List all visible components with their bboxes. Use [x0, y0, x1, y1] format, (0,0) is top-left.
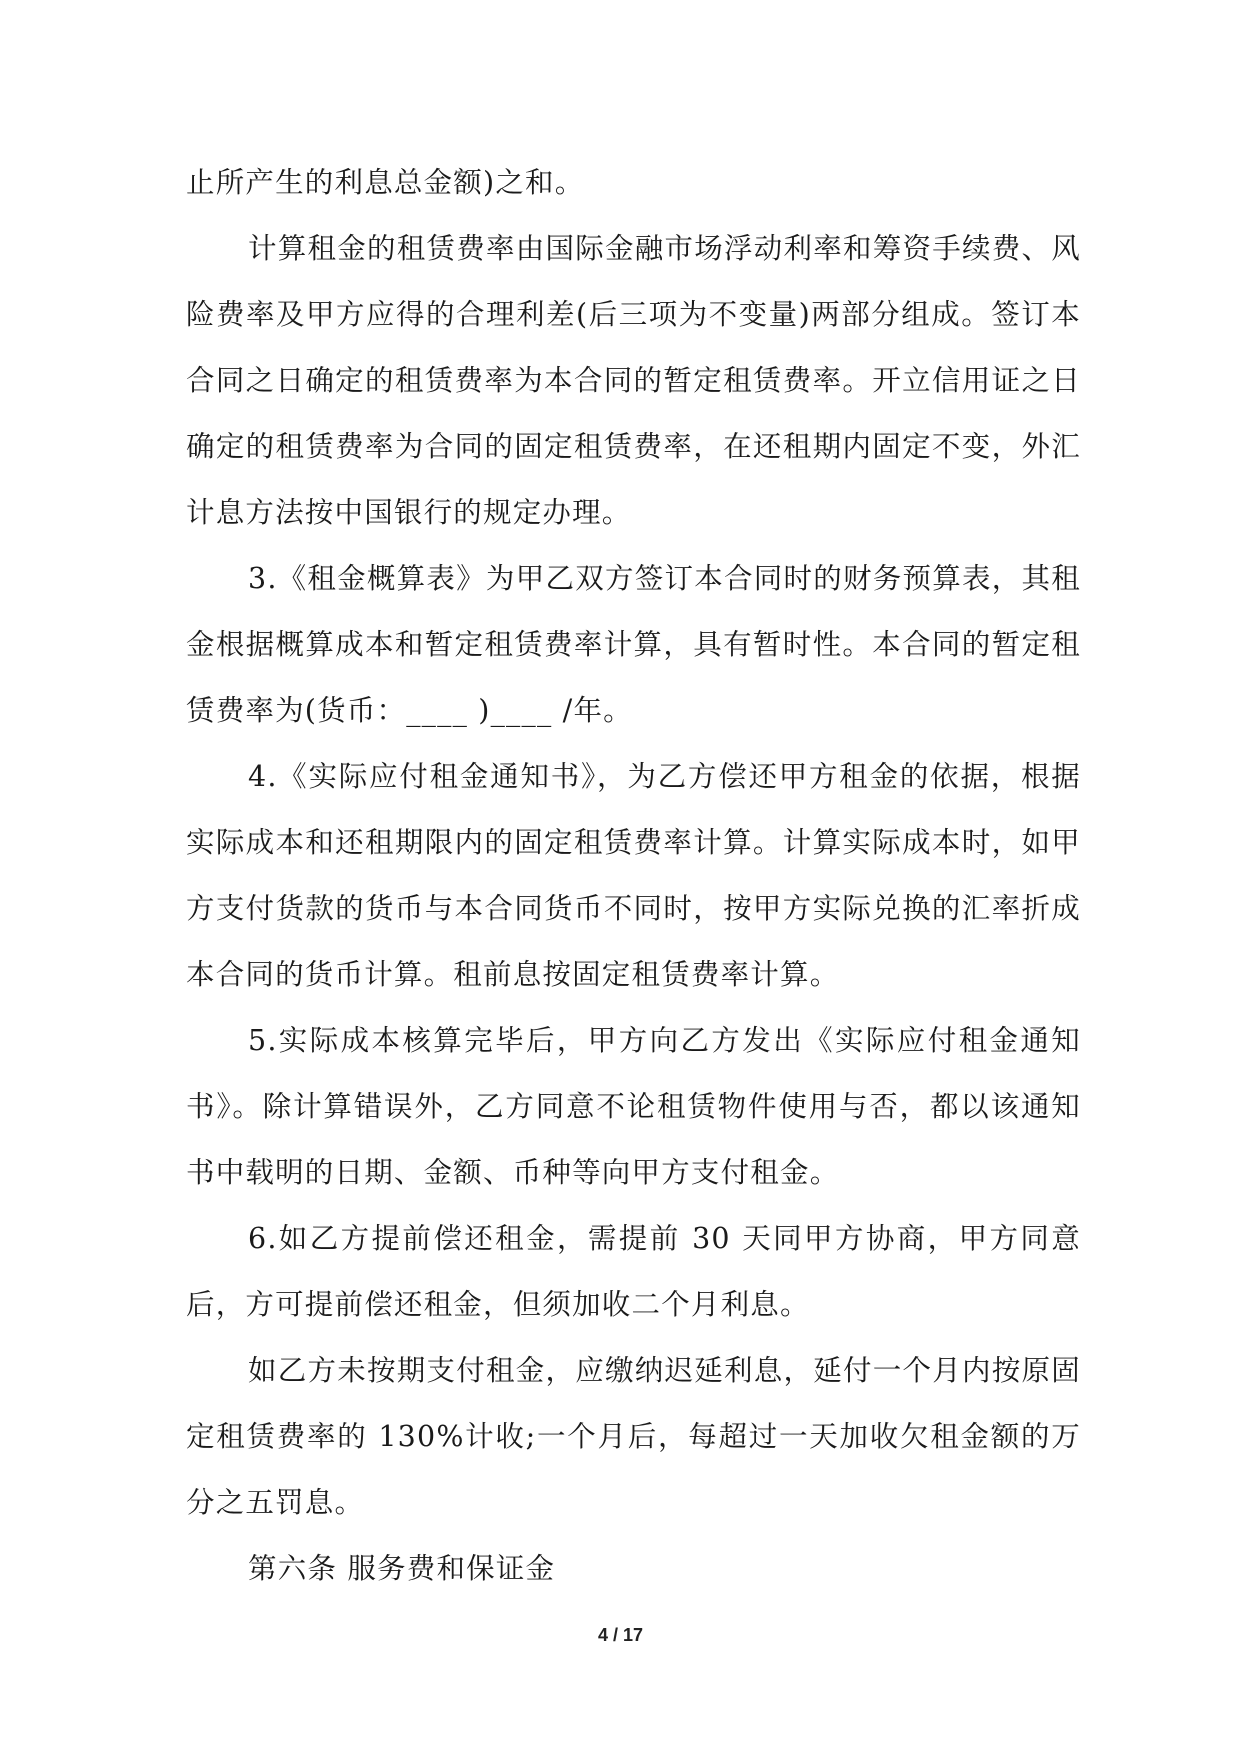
- paragraph-early-repayment: 6.如乙方提前偿还租金，需提前 30 天同甲方协商，甲方同意后，方可提前偿还租金，但须加收二个月利息。: [186, 1222, 1081, 1321]
- paragraph-late-payment: 如乙方未按期支付租金，应缴纳迟延利息，延付一个月内按原固定租赁费率的 130%计收;一个月后，每超过一天加收欠租金额的万分之五罚息。: [186, 1354, 1081, 1519]
- paragraph-lease-rate: 计算租金的租赁费率由国际金融市场浮动利率和筹资手续费、风险费率及甲方应得的合理利差(后三项为不变量)两部分组成。签订本合同之日确定的租赁费率为本合同的暂定租赁费率。开立信用证之日确定的租赁费率为合同的固定租赁费率，在还租期内固定不变，外汇计息方法按中国银行的规定办理。: [186, 232, 1081, 529]
- paragraph-interest-total: 止所产生的利息总金额)之和。: [186, 166, 585, 199]
- page-number: 4 / 17: [597, 1625, 644, 1645]
- section-heading-article-6: 第六条 服务费和保证金: [248, 1552, 556, 1585]
- paragraph-cost-accounting: 5.实际成本核算完毕后，甲方向乙方发出《实际应付租金通知书》。除计算错误外，乙方同意不论租赁物件使用与否，都以该通知书中载明的日期、金额、币种等向甲方支付租金。: [186, 1024, 1081, 1189]
- paragraph-rent-notice: 4.《实际应付租金通知书》，为乙方偿还甲方租金的依据，根据实际成本和还租期限内的固定租赁费率计算。计算实际成本时，如甲方支付货款的货币与本合同货币不同时，按甲方实际兑换的汇率折成本合同的货币计算。租前息按固定租赁费率计算。: [186, 760, 1081, 991]
- document-body: [186, 150, 1081, 1602]
- paragraph-rent-estimate: 3.《租金概算表》为甲乙双方签订本合同时的财务预算表，其租金根据概算成本和暂定租赁费率计算，具有暂时性。本合同的暂定租赁费率为(货币：____ )____ /年。: [186, 562, 1081, 727]
